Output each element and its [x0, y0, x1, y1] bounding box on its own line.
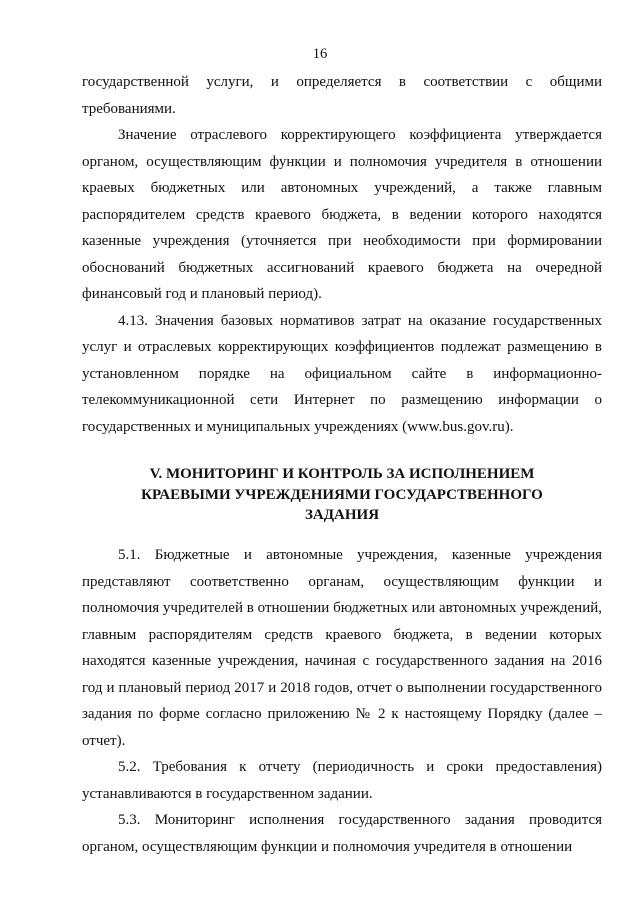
paragraph-4-13: 4.13. Значения базовых нормативов затрат на оказание государственных услуг и отраслевых корректирующих коэффициентов подлежат размещению в установленном порядке на официальном сайте в информационно-телекоммуникационной сети Интернет по размещению информации о государственных и муниципальных учреждениях (www.bus.gov.ru).: [82, 312, 602, 435]
paragraph-continuation: государственной услуги, и определяется в соответствии с общими требованиями.: [82, 74, 602, 117]
text-block-upper: [82, 69, 602, 440]
section-heading-line-2: КРАЕВЫМИ УЧРЕЖДЕНИЯМИ ГОСУДАРСТВЕННОГО: [141, 486, 543, 503]
page-number: 16: [312, 46, 328, 62]
paragraph-5-1: 5.1. Бюджетные и автономные учреждения, казенные учреждения представляют соответственно органам, осуществляющим функции и полномочия учредителей в отношении бюджетных или автономных учреждений, главным распорядителям средств краевого бюджета, в ведении которых находятся казенные учреждения, начиная с государственного задания на 2016 год и плановый период 2017 и 2018 годов, отчет о выполнении государственного задания по форме согласно приложению № 2 к настоящему Порядку (далее – отчет).: [82, 547, 602, 749]
section-heading: [82, 464, 602, 526]
section-heading-line-3: ЗАДАНИЯ: [304, 507, 380, 523]
section-heading-line-1: V. МОНИТОРИНГ И КОНТРОЛЬ ЗА ИСПОЛНЕНИЕМ: [149, 466, 535, 482]
paragraph-5-3: 5.3. Мониторинг исполнения государственного задания проводится органом, осуществляющим функции и полномочия учредителя в отношении: [82, 812, 602, 855]
paragraph-5-2: 5.2. Требования к отчету (периодичность и сроки предоставления) устанавливаются в государственном задании.: [82, 759, 602, 802]
text-block-lower: [82, 542, 602, 860]
paragraph-coefficient-value: Значение отраслевого корректирующего коэффициента утверждается органом, осуществляющим функции и полномочия учредителя в отношении краевых бюджетных или автономных учреждений, а также главным распорядителем средств краевого бюджета, в ведении которого находятся казенные учреждения (уточняется при необходимости при формировании обоснований бюджетных ассигнований краевого бюджета на очередной финансовый год и плановый период).: [82, 127, 602, 302]
